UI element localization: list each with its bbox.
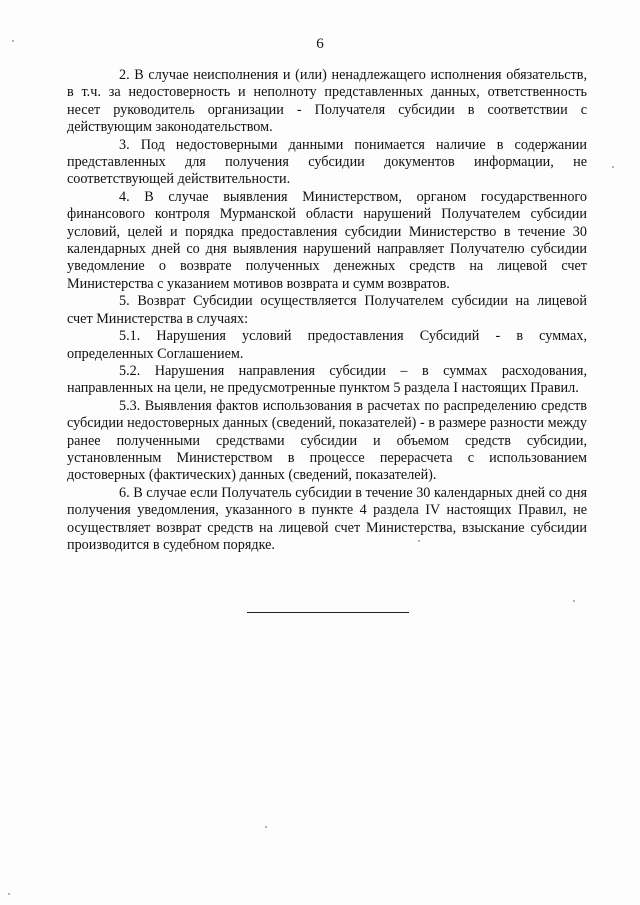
paragraph-5: 5. Возврат Субсидии осуществляется Получателем субсидии на лицевой счет Министерства в случаях: [67, 293, 587, 327]
scan-speck [12, 40, 14, 42]
scan-speck [612, 166, 614, 168]
paragraph-3: 3. Под недостоверными данными понимается наличие в содержании представленных для получения субсидии документов информации, не соответствующей действительности. [67, 136, 587, 188]
paragraph-5-3: 5.3. Выявления фактов использования в расчетах по распределению средств субсидии недостоверных данных (сведений, показателей) - в размере разности между ранее полученными средствами субсидии и объемом средств субсидии, установленным Министерством в процессе перерасчета с использованием достоверных (фактических) данных (сведений, показателей). [67, 397, 587, 484]
scan-speck [573, 600, 575, 602]
scan-speck [8, 893, 10, 895]
paragraph-5-2: 5.2. Нарушения направления субсидии – в суммах расходования, направленных на цели, не предусмотренные пунктом 5 раздела I настоящих Правил. [67, 362, 587, 397]
paragraph-2: 2. В случае неисполнения и (или) ненадлежащего исполнения обязательств, в т.ч. за недостоверность и неполноту представленных данных, ответственность несет руководитель организации - Получателя субсидии в соответствии с действующим законодательством. [67, 67, 587, 136]
paragraph-6: 6. В случае если Получатель субсидии в течение 30 календарных дней со дня получения уведомления, указанного в пункте 4 раздела IV настоящих Правил, не осуществляет возврат средств на лицевой счет Министерства, взыскание субсидии производится в судебном порядке. [67, 484, 587, 553]
page-number: 6 [316, 36, 324, 52]
scan-speck [418, 540, 420, 542]
document-body [67, 67, 587, 554]
scan-speck [265, 826, 267, 828]
end-separator-line [247, 612, 409, 613]
paragraph-5-1: 5.1. Нарушения условий предоставления Субсидий - в суммах, определенных Соглашением. [67, 328, 587, 362]
paragraph-4: 4. В случае выявления Министерством, органом государственного финансового контроля Мурманской области нарушений Получателем субсидии условий, целей и порядка предоставления субсидии Министерство в течение 30 календарных дней со дня выявления нарушений направляет Получателю субсидии уведомление о возврате полученных денежных средств на лицевой счет Министерства с указанием мотивов возврата и сумм возвратов. [67, 188, 587, 292]
